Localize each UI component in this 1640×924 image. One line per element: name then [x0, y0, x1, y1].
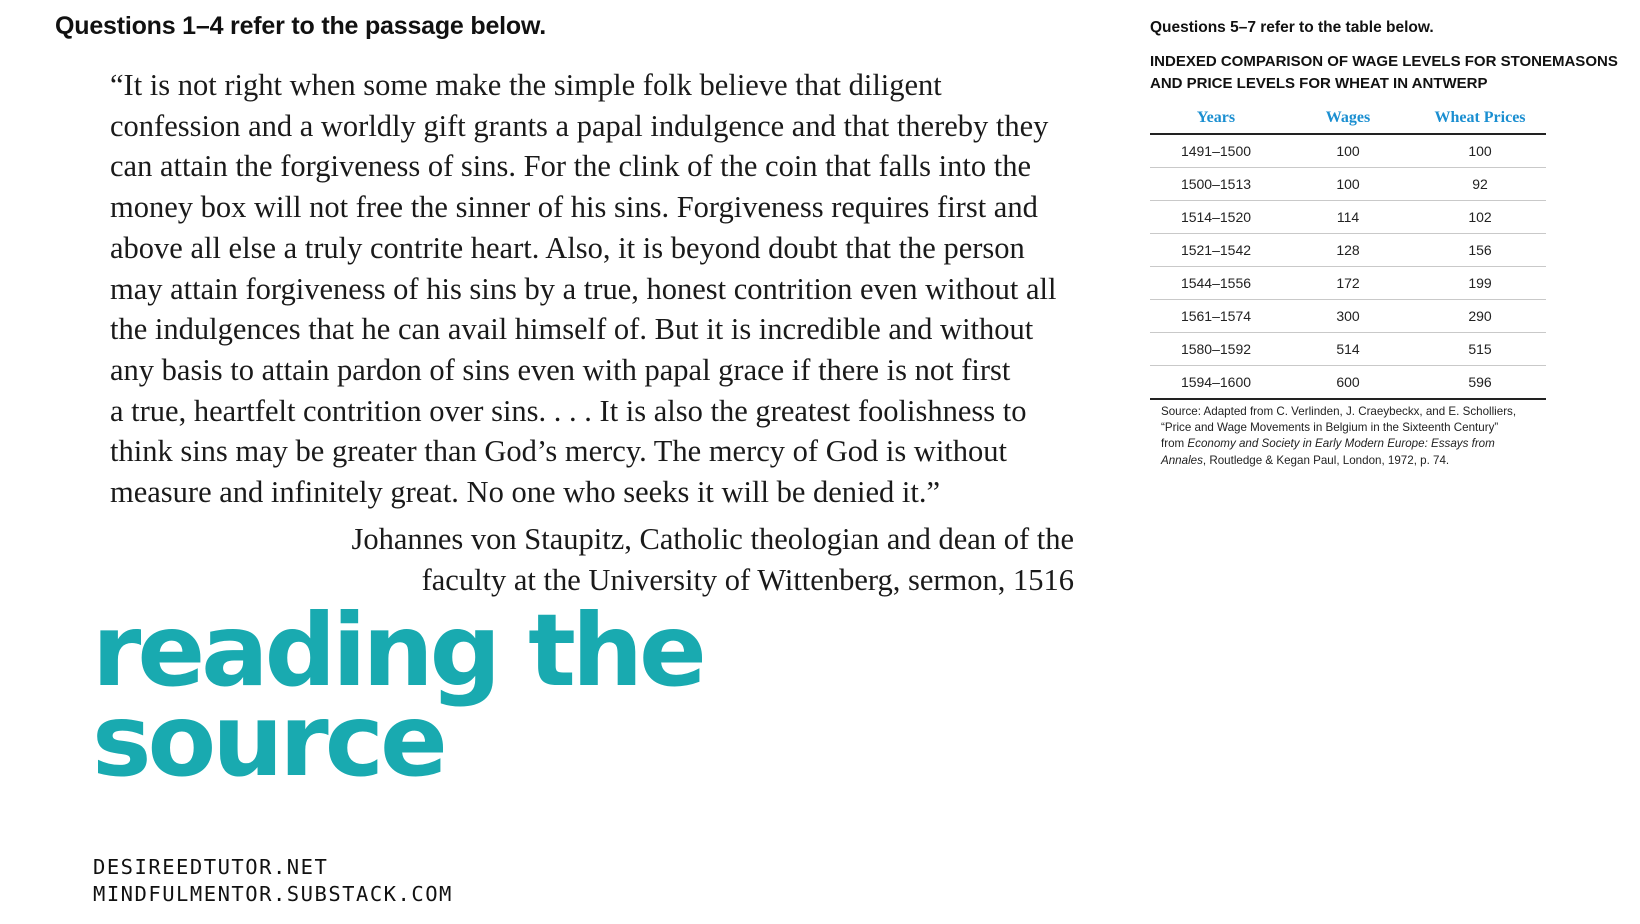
passage-line: “It is not right when some make the simple folk believe that diligent — [110, 68, 942, 102]
table-row — [1150, 366, 1546, 400]
cell-wages: 100 — [1282, 168, 1414, 201]
table-row — [1150, 300, 1546, 333]
cell-years: 1594–1600 — [1150, 366, 1282, 400]
brand-title-line-2: source — [92, 682, 444, 799]
cell-years: 1561–1574 — [1150, 300, 1282, 333]
column-header-wages: Wages — [1282, 103, 1414, 134]
cell-wages: 114 — [1282, 201, 1414, 234]
table-header-row — [1150, 103, 1546, 134]
passage-line: the indulgences that he can avail himself of. But it is incredible and without — [110, 312, 1034, 347]
cell-wages: 128 — [1282, 234, 1414, 267]
cell-years: 1500–1513 — [1150, 168, 1282, 201]
cell-years: 1491–1500 — [1150, 134, 1282, 168]
source-book-title: Economy and Society in Early Modern Europe: Essays from — [1187, 437, 1495, 451]
source-publisher: , Routledge & Kegan Paul, London, 1972, p. 74. — [1202, 453, 1450, 467]
wage-price-table — [1150, 103, 1546, 400]
cell-years: 1580–1592 — [1150, 333, 1282, 366]
table-row — [1150, 134, 1546, 168]
table-title-line-1: INDEXED COMPARISON OF WAGE LEVELS FOR STONEMASONS — [1150, 53, 1618, 70]
table-row — [1150, 234, 1546, 267]
brand-links — [93, 854, 453, 908]
column-header-years: Years — [1150, 103, 1282, 134]
cell-wages: 600 — [1282, 366, 1414, 400]
passage-line: a true, heartfelt contrition over sins. . . . It is also the greatest foolishness to — [110, 393, 1027, 428]
reading-the-source-title — [92, 592, 703, 799]
column-header-wheat-prices: Wheat Prices — [1414, 103, 1546, 134]
table-row — [1150, 168, 1546, 201]
table-title-line-2: AND PRICE LEVELS FOR WHEAT IN ANTWERP — [1150, 74, 1488, 92]
source-line-1: Source: Adapted from C. Verlinden, J. Craeybeckx, and E. Scholliers, — [1161, 405, 1517, 418]
cell-wages: 100 — [1282, 134, 1414, 168]
website-link-desireedtutor[interactable]: DESIREEDTUTOR.NET — [93, 855, 329, 879]
passage-line: money box will not free the sinner of his sins. Forgiveness requires first and — [110, 190, 1038, 225]
passage-questions-heading: Questions 1–4 refer to the passage below. — [55, 12, 547, 40]
passage-attribution — [260, 519, 1074, 600]
cell-wheat-price: 596 — [1414, 366, 1546, 400]
cell-wheat-price: 102 — [1414, 201, 1546, 234]
cell-wheat-price: 290 — [1414, 300, 1546, 333]
attribution-line: faculty at the University of Wittenberg, sermon, 1516 — [421, 562, 1074, 597]
passage-line: may attain forgiveness of his sins by a true, honest contrition even without all — [110, 271, 1057, 306]
source-line-3 — [1161, 436, 1561, 452]
passage-line: any basis to attain pardon of sins even with papal grace if there is not first — [110, 352, 1011, 387]
cell-wages: 300 — [1282, 300, 1414, 333]
source-line-3-prefix: from — [1161, 437, 1188, 451]
table-questions-heading: Questions 5–7 refer to the table below. — [1150, 19, 1434, 36]
cell-wheat-price: 92 — [1414, 168, 1546, 201]
cell-wages: 514 — [1282, 333, 1414, 366]
table-row — [1150, 201, 1546, 234]
cell-wheat-price: 156 — [1414, 234, 1546, 267]
source-line-2: “Price and Wage Movements in Belgium in the Sixteenth Century” — [1161, 421, 1499, 435]
passage-line: above all else a truly contrite heart. Also, it is beyond doubt that the person — [110, 230, 1025, 265]
cell-wages: 172 — [1282, 267, 1414, 300]
brand-title-line-1: reading the — [92, 592, 703, 709]
attribution-line: Johannes von Staupitz, Catholic theologian and dean of the — [351, 522, 1074, 556]
website-link-substack[interactable]: MINDFULMENTOR.SUBSTACK.COM — [93, 882, 453, 906]
source-journal-name: Annales — [1161, 453, 1203, 467]
passage-line: can attain the forgiveness of sins. For the clink of the coin that falls into the — [110, 149, 1032, 184]
cell-wheat-price: 100 — [1414, 134, 1546, 168]
cell-wheat-price: 199 — [1414, 267, 1546, 300]
cell-years: 1521–1542 — [1150, 234, 1282, 267]
cell-years: 1514–1520 — [1150, 201, 1282, 234]
table-row — [1150, 267, 1546, 300]
source-line-4 — [1161, 453, 1561, 469]
passage-quote — [110, 65, 1110, 513]
passage-line: confession and a worldly gift grants a papal indulgence and that thereby they — [110, 108, 1049, 143]
passage-line: measure and infinitely great. No one who seeks it will be denied it.” — [110, 475, 941, 510]
cell-wheat-price: 515 — [1414, 333, 1546, 366]
table-source-citation — [1161, 404, 1561, 469]
table-row — [1150, 333, 1546, 366]
cell-years: 1544–1556 — [1150, 267, 1282, 300]
passage-line: think sins may be greater than God’s mercy. The mercy of God is without — [110, 434, 1008, 469]
table-title — [1150, 51, 1630, 94]
